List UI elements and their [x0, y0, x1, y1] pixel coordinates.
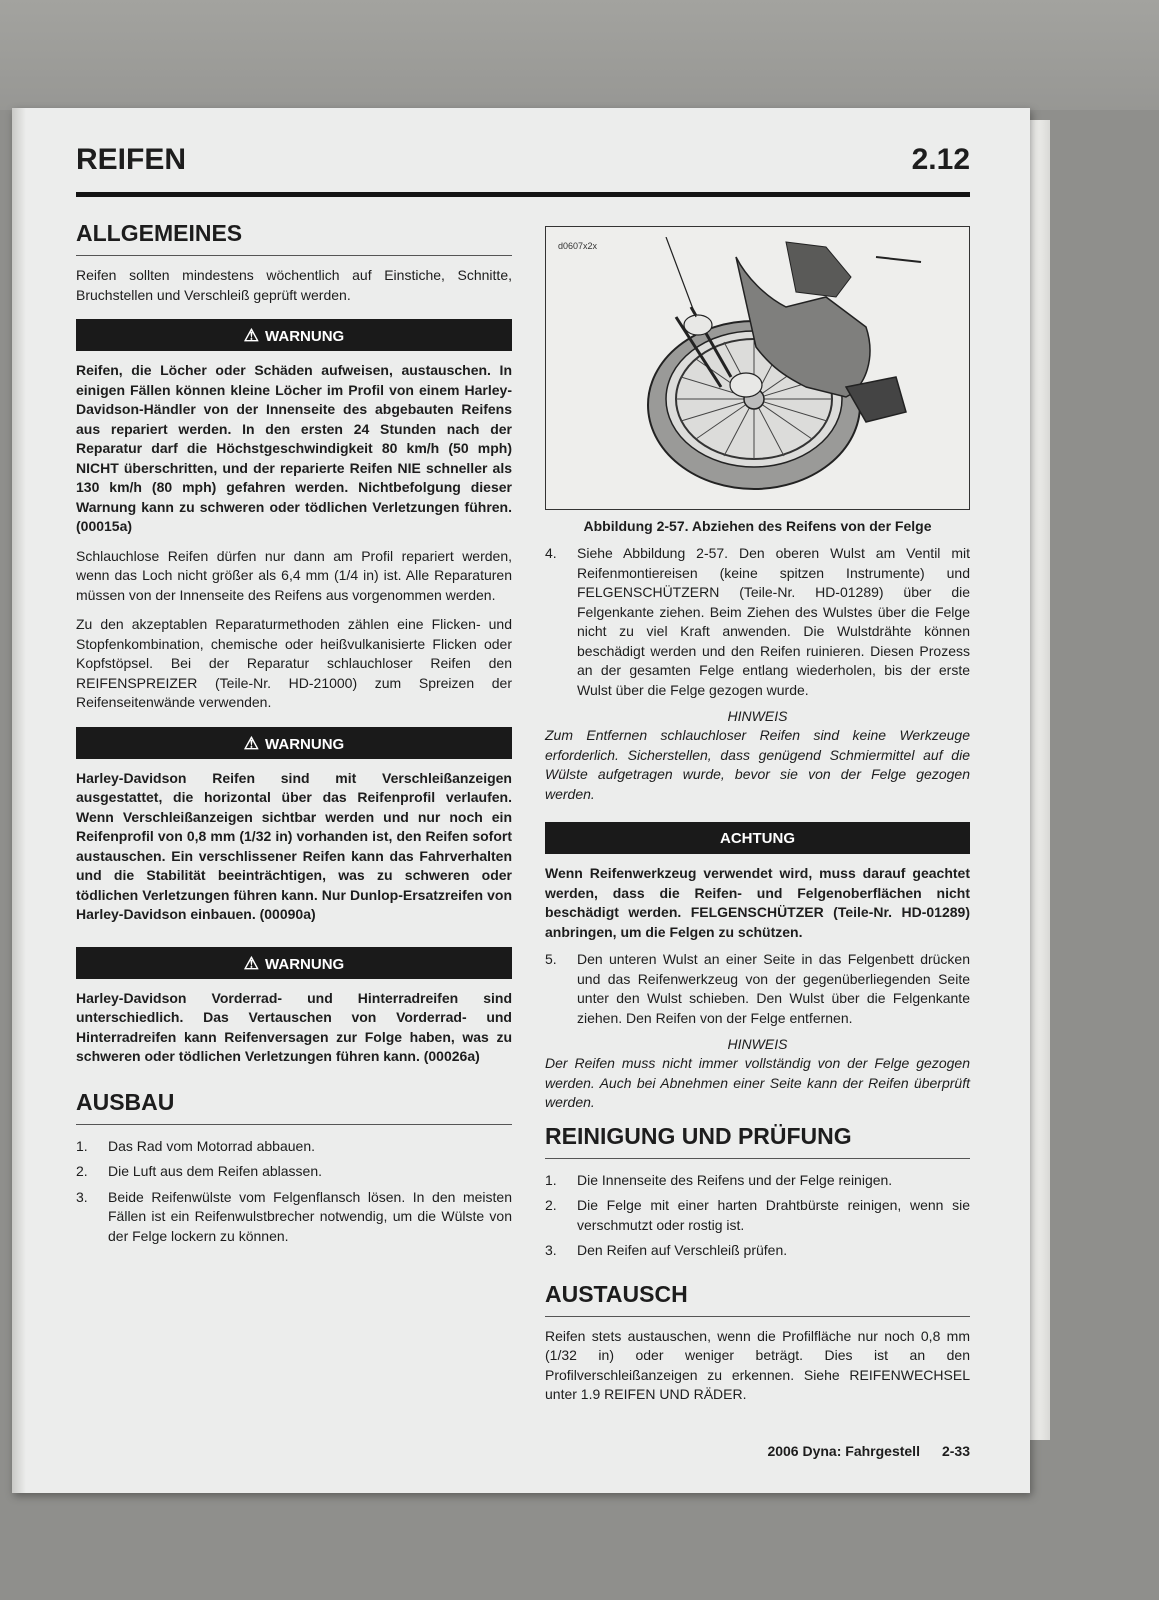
tubeless-paragraph: Schlauchlose Reifen dürfen nur dann am Profil repariert werden, wenn das Loch nicht größer als 6,4 mm (1/4 in) ist. Alle Reparaturen müssen von der Innenseite des Reifens aus vorgenommen werden. [76, 547, 512, 603]
list-item: 5. Den unteren Wulst an einer Seite in das Felgenbett drücken und das Reifenwerkzeug von der gegenüberliegenden Seite unter den Wulst schieben. Den Wulst über die Felgenkante ziehen. Den Reifen von der Felge entfernen. [545, 951, 970, 1026]
footer-page-number: 2-33 [941, 1443, 970, 1459]
warning-banner-2 [76, 727, 512, 759]
heading-replacement: AUSTAUSCH [545, 1281, 970, 1317]
page-footer [767, 1443, 970, 1459]
warning-text-2: Harley-Davidson Reifen sind mit Verschleißanzeigen ausgestattet, die horizontal über das Reifenprofil verlaufen. Wenn Verschleißanzeigen sichtbar werden und nur noch ein Reifenprofil von 0,8 mm (1/32 in) vorhanden ist, den Reifen sofort austauschen. Ein verschlissener Reifen kann das Fahrverhalten und die Stabilität beeinträchtigen, was zu schweren oder tödlichen Verletzungen führen kann. Nur Dunlop-Ersatzreifen von Harley-Davidson einbauen. (00090a) [76, 769, 512, 922]
figure-tire-removal [545, 226, 970, 510]
warning-label: WARNUNG [265, 328, 345, 345]
warning-text-3: Harley-Davidson Vorderrad- und Hinterradreifen sind unterschiedlich. Das Vertauschen von Vorderrad- und Hinterradreifen kann Reifenversagen zur Folge haben, was zu schweren oder tödlichen Verletzungen führen kann. (00026a) [76, 989, 512, 1064]
caution-label: ACHTUNG [720, 830, 795, 847]
list-item: 2. Die Felge mit einer harten Drahtbürste reinigen, wenn sie verschmutzt oder rostig ist. [545, 1197, 970, 1233]
footer-manual-title: 2006 Dyna: Fahrgestell [767, 1443, 920, 1459]
removal-steps-continued-2 [545, 950, 970, 1028]
warning-triangle-icon: ⚠ [243, 953, 260, 973]
caution-text: Wenn Reifenwerkzeug verwendet wird, muss darauf geachtet werden, dass die Reifen- und Felgenoberflächen nicht beschädigt werden. FELGENSCHÜTZER (Teile-Nr. HD-01289) anbringen, um die Felgen zu schützen. [545, 865, 970, 940]
heading-general: ALLGEMEINES [76, 220, 512, 256]
list-item: 2. Die Luft aus dem Reifen ablassen. [76, 1163, 323, 1179]
list-item: 3. Beide Reifenwülste vom Felgenflansch lösen. In den meisten Fällen ist ein Reifenwulstbrecher notwendig, um die Wülste von der Felge lockern zu können. [76, 1188, 512, 1244]
list-item: 3. Den Reifen auf Verschleiß prüfen. [545, 1242, 788, 1258]
table-surface [0, 0, 1159, 110]
warning-text-1: Reifen, die Löcher oder Schäden aufweisen, austauschen. In einigen Fällen können kleine Löcher im Profil von einem Harley-Davidson-Händler von der Innenseite des abgebauten Reifens aus repariert werden. In den ersten 24 Stunden nach der Reparatur darf die Höchstgeschwindigkeit 80 km/h (50 mph) NICHT überschritten, und der reparierte Reifen NIE schneller als 130 km/h (80 mph) gefahren werden. Nichtbefolgung dieser Warnung kann zu schweren oder tödlichen Verletzungen führen. (00015a) [76, 362, 512, 534]
warning-triangle-icon: ⚠ [243, 733, 260, 753]
repair-methods-paragraph: Zu den akzeptablen Reparaturmethoden zählen eine Flicken- und Stopfenkombination, chemische oder heißvulkanisierte Flicken oder Kopfstöpsel. Bei der Reparatur schlauchloser Reifen den REIFENSPREIZER (Teile-Nr. HD-21000) zum Spreizen der Reifenseitenwände verwenden. [76, 616, 512, 710]
note-text-1: Zum Entfernen schlauchloser Reifen sind keine Werkzeuge erforderlich. Sicherstellen, dass genügend Schmiermittel auf die Wülste aufgetragen wurde, bevor sie von der Felge gezogen werden. [545, 727, 970, 802]
right-column [545, 208, 970, 1405]
figure-caption: Abbildung 2-57. Abziehen des Reifens von der Felge [583, 518, 932, 534]
warning-label: WARNUNG [265, 735, 345, 753]
manual-page [12, 108, 1030, 1493]
list-item: 1. Die Innenseite des Reifens und der Felge reinigen. [545, 1171, 893, 1188]
list-item: 1. Das Rad vom Motorrad abbauen. [76, 1137, 315, 1154]
page-title: REIFEN [76, 143, 187, 176]
warning-banner-1 [76, 319, 512, 351]
heading-cleaning: REINIGUNG UND PRÜFUNG [545, 1123, 970, 1159]
removal-steps-continued [545, 544, 970, 700]
warning-banner-3 [76, 947, 512, 979]
warning-label: WARNUNG [265, 955, 345, 973]
warning-triangle-icon: ⚠ [243, 326, 260, 345]
left-column [76, 208, 512, 1252]
note-label-1: HINWEIS [727, 708, 788, 724]
note-label-2: HINWEIS [727, 1036, 788, 1052]
list-item: 4. Siehe Abbildung 2-57. Den oberen Wulst am Ventil mit Reifenmontiereisen (keine spitzen Instrumente) und FELGENSCHÜTZERN (Teile-Nr. HD-01289) über die Felgenkante ziehen. Beim Ziehen des Wulstes über die Felge nicht zu viel Kraft anwenden. Die Wulstdrähte können beschädigt werden und den Reifen ruinieren. Diesen Prozess an der gesamten Felge entlang wiederholen, bis der erste Wulst über die Felge gezogen wurde. [545, 545, 970, 698]
binding-gutter [12, 108, 26, 1493]
figure-id: d0607x2x [558, 241, 598, 251]
general-intro: Reifen sollten mindestens wöchentlich auf Einstiche, Schnitte, Bruchstellen und Verschleiß geprüft werden. [76, 267, 512, 303]
removal-steps [76, 1137, 512, 1247]
caution-banner [545, 822, 970, 854]
note-text-2: Der Reifen muss nicht immer vollständig von der Felge gezogen werden. Auch bei Abnehmen einer Seite kann der Reifen überprüft werden. [545, 1055, 970, 1110]
header-rule [76, 192, 970, 197]
heading-removal: AUSBAU [76, 1089, 512, 1125]
cleaning-steps [545, 1171, 970, 1261]
section-number: 2.12 [911, 143, 970, 176]
replacement-text: Reifen stets austauschen, wenn die Profilfläche nur noch 0,8 mm (1/32 in) oder weniger beträgt. Dies ist an den Profilverschleißanzeigen zu erkennen. Siehe REIFENWECHSEL unter 1.9 REIFEN UND RÄDER. [545, 1327, 970, 1402]
tire-removal-illustration [636, 237, 926, 501]
